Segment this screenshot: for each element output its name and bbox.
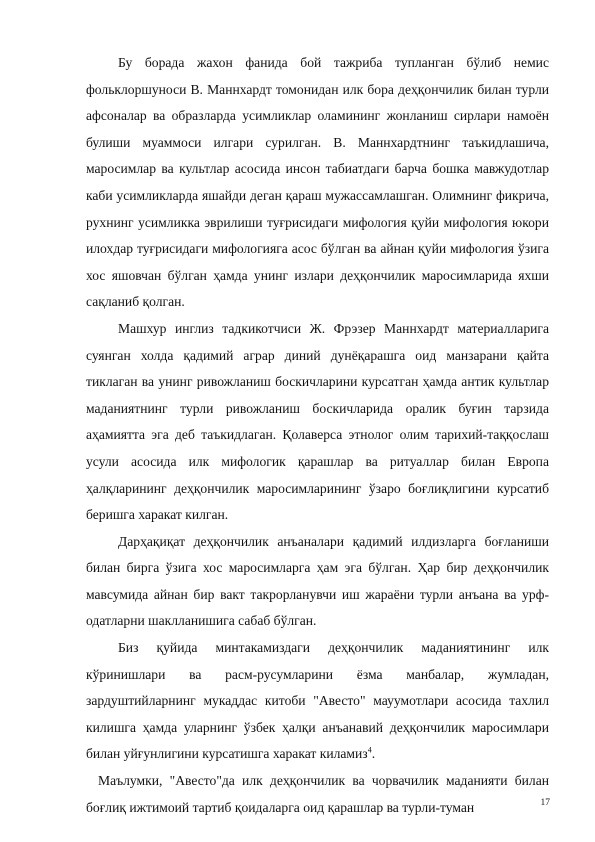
sentence-end-period: .: [371, 746, 376, 762]
footnote-marker[interactable]: 4: [367, 745, 372, 755]
page-body: [86, 50, 549, 821]
paragraph-avesto-intro: Маълумки, "Авесто"да илк деҳқончилик ва чорвачилик маданияти билан боғлиқ ижтимоий тартиб қоидаларга оид қарашлар ва турли-туман: [86, 773, 549, 815]
page-number: 17: [540, 798, 550, 808]
paragraph-avesto-analysis: [86, 635, 549, 768]
paragraph-mannhardt: Бу борада жахон фанида бой тажриба тупланган бўлиб немис фольклоршуноси В. Маннхардт томонидан илк бора деҳқончилик билан турли афсоналар ва образларда усимликлар оламининг жонланиш сирлари намоён булиши муаммоси илгари сурилган. В. Маннхардтнинг таъкидлашича, маросимлар ва культлар асосида инсон табиатдаги барча бошка мавжудотлар каби усимликларда яшайди деган қараш мужассамлашган. Олимнинг фикрича, рухнинг усимликка эврилиши туғрисидаги мифология қуйи мифология юкори илохдар туғрисидаги мифологияга асос бўлган ва айнан қуйи мифология ўзига хос яшовчан бўлган ҳамда унинг излари деҳқончилик маросимларида яхши сақланиб қолган.: [86, 55, 549, 310]
paragraph-traditions: Дарҳақиқат деҳқончилик анъаналари қадимий илдизларга боғланиши билан бирга ўзига хос маросимларга ҳам эга бўлган. Ҳар бир деҳқончилик мавсумида айнан бир вакт такрорланувчи иш жараёни турли анъана ва урф-одатларни шаклланишига сабаб бўлган.: [86, 533, 549, 629]
paragraph-avesto-analysis-text: Биз қуйида минтакамиздаги деҳқончилик маданиятининг илк кўринишлари ва расм-русумларини ёзма манбалар, жумладан, зардуштийларнинг мукаддас китоби "Авесто" мауумотлари асосида тахлил килишга ҳамда уларнинг ўзбек ҳалқи анъанавий деҳқончилик маросимлари билан уйғунлигини курсатишга харакат киламиз: [86, 640, 549, 762]
paragraph-frazer: Машхур инглиз тадкикотчиси Ж. Фрэзер Маннхардт материалларига суянган холда қадимий аграр диний дунёқарашга оид манзарани қайта тиклаган ва унинг ривожланиш боскичларини курсатган ҳамда антик культлар маданиятнинг турли ривожланиш боскичларида оралик буғин тарзида аҳамиятта эга деб таъкидлаган. Қолаверса этнолог олим тарихий-таққослаш усули асосида илк мифологик қарашлар ва ритуаллар билан Европа ҳалқларининг деҳқончилик маросимларининг ўзаро боғлиқлигини курсатиб беришга харакат килган.: [86, 320, 549, 523]
